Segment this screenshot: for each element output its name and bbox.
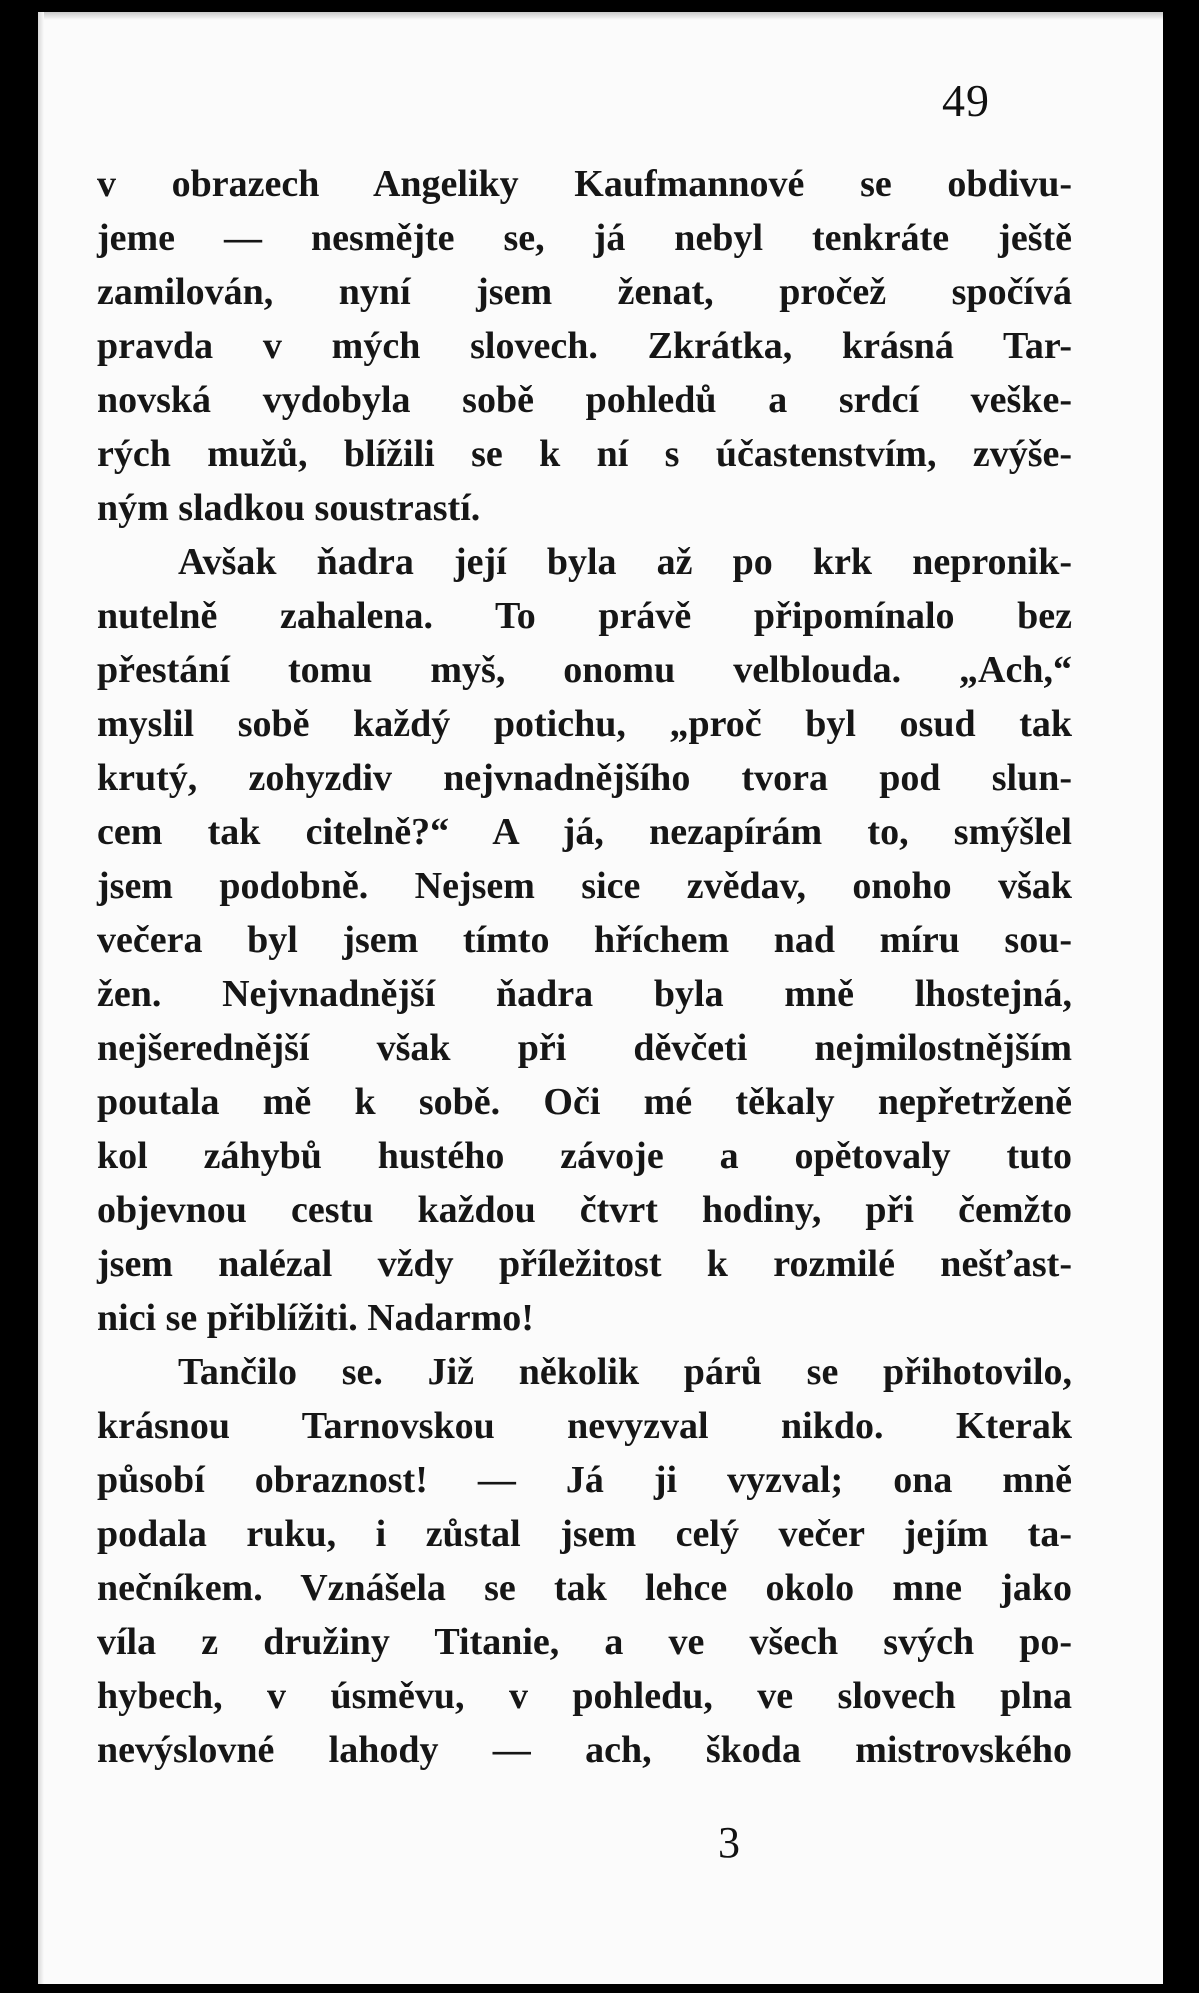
- text-line: krutý, zohyzdiv nejvnadnějšího tvora pod slun-: [97, 757, 1072, 799]
- text-line: přestání tomu myš, onomu velblouda. „Ach,“: [97, 649, 1072, 691]
- text-line: krásnou Tarnovskou nevyzval nikdo. Kterak: [97, 1405, 1072, 1447]
- signature-mark: 3: [718, 1818, 740, 1867]
- text-line: nečníkem. Vznášela se tak lehce okolo mne jako: [97, 1567, 1072, 1609]
- text-line: poutala mě k sobě. Oči mé těkaly nepřetrženě: [97, 1081, 1072, 1123]
- text-line: nevýslovné lahody — ach, škoda mistrovského: [97, 1729, 1072, 1771]
- text-line: kol záhybů hustého závoje a opětovaly tuto: [97, 1135, 1072, 1177]
- body-text: [97, 157, 1072, 1777]
- text-line: Tančilo se. Již několik párů se přihotovilo,: [178, 1351, 1072, 1393]
- text-line: jeme — nesmějte se, já nebyl tenkráte ještě: [97, 217, 1072, 259]
- page-number: 49: [942, 75, 990, 126]
- text-line: jsem podobně. Nejsem sice zvědav, onoho však: [97, 865, 1072, 907]
- text-line: pravda v mých slovech. Zkrátka, krásná Tar-: [97, 325, 1072, 367]
- text-line: v obrazech Angeliky Kaufmannové se obdivu-: [97, 163, 1072, 205]
- text-line: jsem nalézal vždy příležitost k rozmilé nešťast-: [97, 1243, 1072, 1285]
- text-line: novská vydobyla sobě pohledů a srdcí veške-: [97, 379, 1072, 421]
- text-line: nutelně zahalena. To právě připomínalo bez: [97, 595, 1072, 637]
- text-line: myslil sobě každý potichu, „proč byl osud tak: [97, 703, 1072, 745]
- book-page: [38, 12, 1163, 1984]
- text-line: podala ruku, i zůstal jsem celý večer jejím ta-: [97, 1513, 1072, 1555]
- text-line: cem tak citelně?“ A já, nezapírám to, smýšlel: [97, 811, 1072, 853]
- text-line: rých mužů, blížili se k ní s účastenstvím, zvýše-: [97, 433, 1072, 475]
- text-line: ným sladkou soustrastí.: [97, 487, 481, 529]
- text-line: víla z družiny Titanie, a ve všech svých po-: [97, 1621, 1072, 1663]
- text-line: žen. Nejvnadnější ňadra byla mně lhostejná,: [97, 973, 1072, 1015]
- text-line: hybech, v úsměvu, v pohledu, ve slovech plna: [97, 1675, 1072, 1717]
- text-line: Avšak ňadra její byla až po krk nepronik-: [178, 541, 1072, 583]
- page-left-shadow: [38, 12, 44, 1984]
- text-line: nejšerednější však při děvčeti nejmilostnějším: [97, 1027, 1072, 1069]
- text-line: působí obraznost! — Já ji vyzval; ona mně: [97, 1459, 1072, 1501]
- page-top-shadow: [38, 12, 1163, 20]
- text-line: nici se přiblížiti. Nadarmo!: [97, 1297, 534, 1339]
- text-line: večera byl jsem tímto hříchem nad míru sou-: [97, 919, 1072, 961]
- text-line: objevnou cestu každou čtvrt hodiny, při čemžto: [97, 1189, 1072, 1231]
- text-line: zamilován, nyní jsem ženat, pročež spočívá: [97, 271, 1072, 313]
